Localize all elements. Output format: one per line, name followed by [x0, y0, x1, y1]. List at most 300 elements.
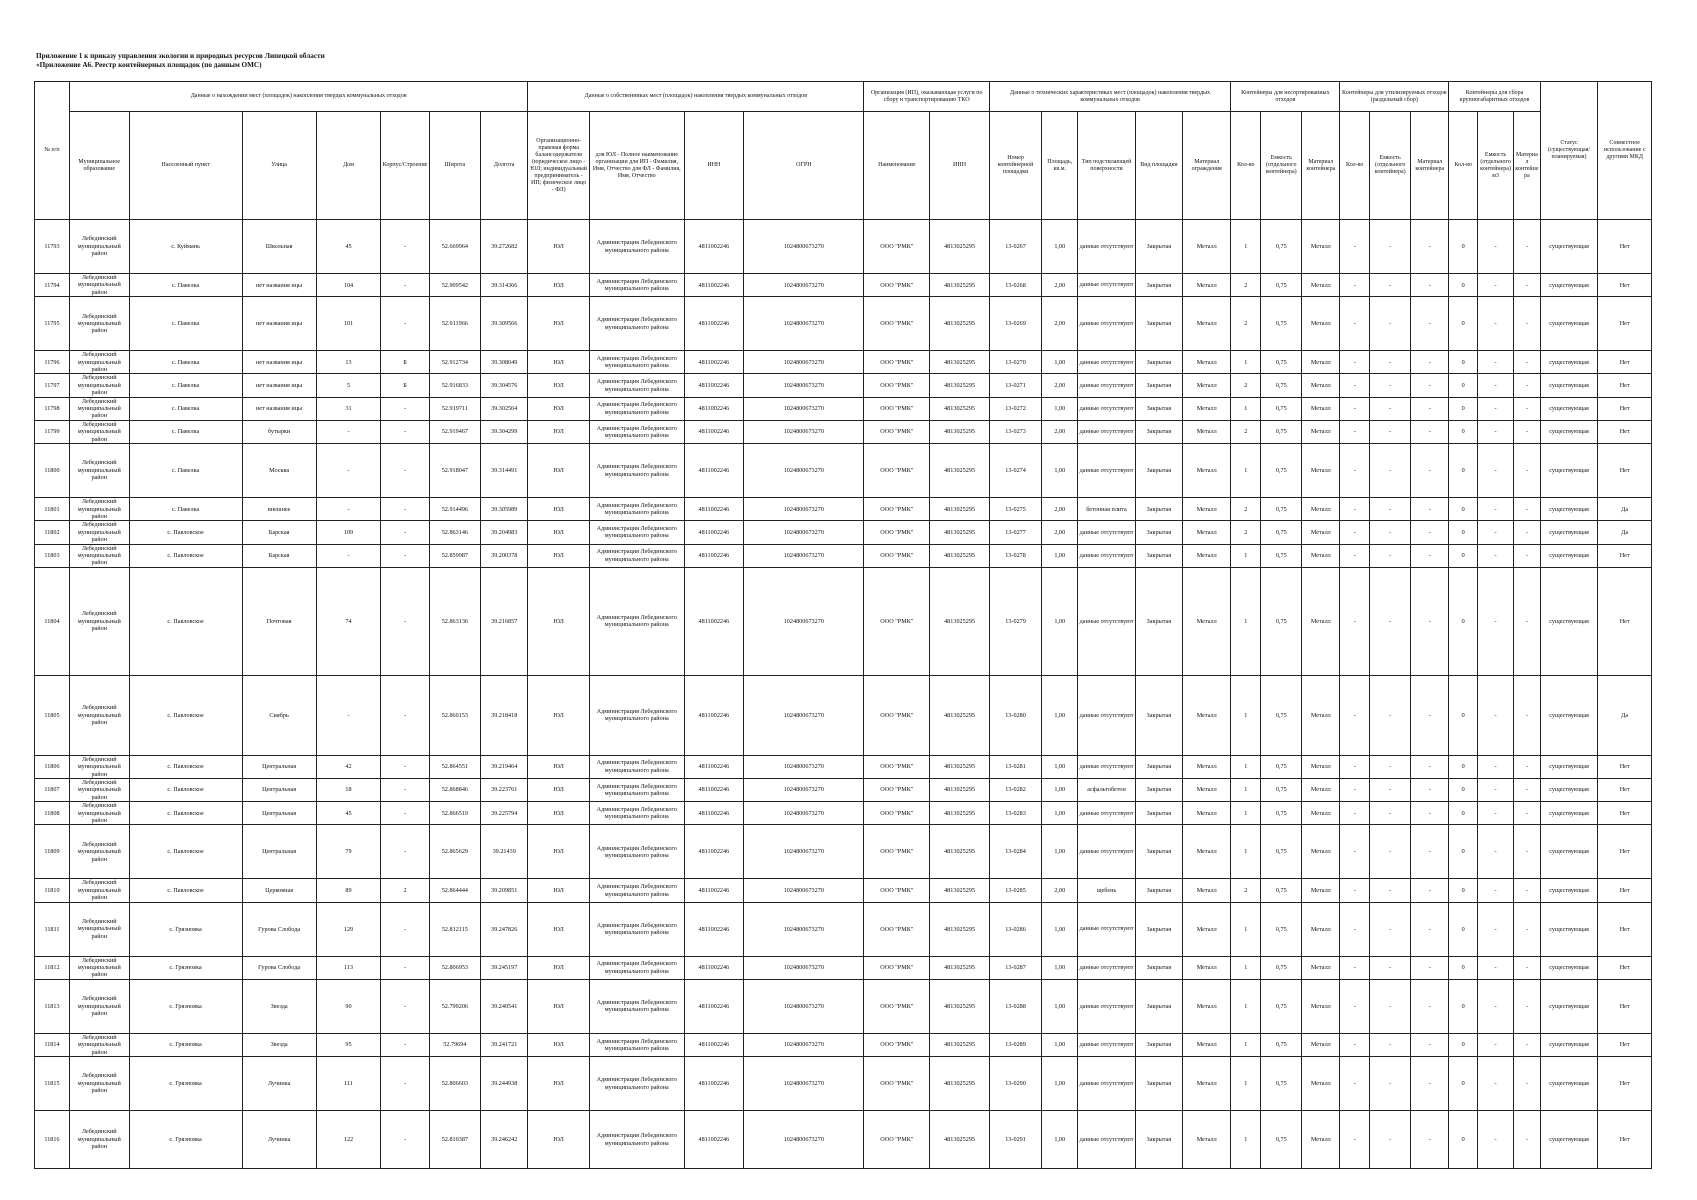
cell-recyclable-material: -: [1411, 351, 1449, 374]
cell-settlement: с. Грязновка: [129, 979, 242, 1033]
cell-house: -: [316, 498, 381, 521]
cell-unsorted-material: Металл: [1302, 374, 1340, 397]
cell-bulky-volume: -: [1478, 297, 1514, 351]
cell-settlement: с. Павловское: [129, 675, 242, 755]
col-unsorted-count: Кол-во: [1231, 112, 1261, 220]
cell-fence-material: Металл: [1183, 1057, 1231, 1111]
cell-bulky-material: -: [1514, 498, 1541, 521]
cell-settlement: с. Грязновка: [129, 1057, 242, 1111]
cell-legal-form: ЮЛ: [528, 444, 590, 498]
cell-row-num: 11812: [35, 956, 70, 979]
cell-fence-material: Металл: [1183, 755, 1231, 778]
table-row: [35, 274, 1652, 297]
cell-unsorted-material: Металл: [1302, 1111, 1340, 1169]
cell-area: 1,00: [1042, 1033, 1078, 1056]
cell-building: Б: [381, 374, 429, 397]
cell-longitude: 39.204983: [481, 521, 528, 544]
cell-municipality: Лебединский муниципальный район: [69, 498, 129, 521]
cell-bulky-count: 0: [1449, 825, 1478, 879]
cell-site-type: Закрытая: [1135, 879, 1182, 902]
cell-unsorted-count: 1: [1231, 351, 1261, 374]
cell-bulky-count: 0: [1449, 420, 1478, 443]
cell-recyclable-count: -: [1340, 297, 1370, 351]
cell-unsorted-material: Металл: [1302, 297, 1340, 351]
cell-legal-form: ЮЛ: [528, 675, 590, 755]
cell-owner-inn: 4811002246: [684, 397, 744, 420]
cell-latitude: 52.909542: [429, 274, 480, 297]
col-ogrn: ОГРН: [744, 112, 864, 220]
table-row: [35, 397, 1652, 420]
cell-owner-name: Администрация Лебединского муниципального района: [590, 521, 685, 544]
cell-surface: щебень: [1078, 879, 1136, 902]
cell-recyclable-count: -: [1340, 1033, 1370, 1056]
cell-recyclable-material: -: [1411, 979, 1449, 1033]
cell-surface: данные отсутствуют: [1078, 802, 1136, 825]
cell-bulky-material: -: [1514, 956, 1541, 979]
cell-row-num: 11810: [35, 879, 70, 902]
cell-legal-form: ЮЛ: [528, 544, 590, 567]
cell-municipality: Лебединский муниципальный район: [69, 1111, 129, 1169]
cell-bulky-material: -: [1514, 1057, 1541, 1111]
cell-operator-name: ООО "РМК": [864, 675, 930, 755]
cell-municipality: Лебединский муниципальный район: [69, 397, 129, 420]
cell-shared-use: Нет: [1598, 956, 1652, 979]
table-row: [35, 220, 1652, 274]
cell-surface: данные отсутствуют: [1078, 544, 1136, 567]
cell-status: существующая: [1540, 802, 1598, 825]
cell-unsorted-count: 1: [1231, 778, 1261, 801]
cell-settlement: с. Павловское: [129, 755, 242, 778]
cell-recyclable-volume: -: [1370, 956, 1411, 979]
col-bulky-volume: Емкость (отдельного контейнера) м3: [1478, 112, 1514, 220]
cell-owner-ogrn: 1024800673270: [744, 675, 864, 755]
cell-row-num: 11799: [35, 420, 70, 443]
cell-owner-name: Администрация Лебединского муниципального района: [590, 755, 685, 778]
cell-operator-name: ООО "РМК": [864, 297, 930, 351]
col-house: Дом: [316, 112, 381, 220]
cell-operator-inn: 4813025295: [930, 675, 990, 755]
cell-recyclable-material: -: [1411, 274, 1449, 297]
cell-owner-ogrn: 1024800673270: [744, 220, 864, 274]
cell-bulky-volume: -: [1478, 397, 1514, 420]
cell-latitude: 52.868846: [429, 778, 480, 801]
cell-surface: данные отсутствуют: [1078, 297, 1136, 351]
cell-owner-inn: 4811002246: [684, 979, 744, 1033]
cell-owner-inn: 4811002246: [684, 498, 744, 521]
cell-row-num: 11808: [35, 802, 70, 825]
cell-legal-form: ЮЛ: [528, 802, 590, 825]
cell-unsorted-volume: 0,75: [1261, 675, 1302, 755]
cell-settlement: с. Грязновка: [129, 1111, 242, 1169]
cell-bulky-material: -: [1514, 220, 1541, 274]
cell-site-type: Закрытая: [1135, 956, 1182, 979]
cell-operator-inn: 4813025295: [930, 374, 990, 397]
cell-operator-inn: 4813025295: [930, 825, 990, 879]
cell-site-number: 13-0277: [989, 521, 1041, 544]
cell-owner-ogrn: 1024800673270: [744, 1057, 864, 1111]
cell-site-type: Закрытая: [1135, 397, 1182, 420]
cell-recyclable-count: -: [1340, 902, 1370, 956]
cell-settlement: с. Павловское: [129, 825, 242, 879]
cell-owner-name: Администрация Лебединского муниципального района: [590, 1057, 685, 1111]
cell-site-type: Закрытая: [1135, 521, 1182, 544]
cell-bulky-volume: -: [1478, 521, 1514, 544]
cell-shared-use: Нет: [1598, 1111, 1652, 1169]
cell-owner-ogrn: 1024800673270: [744, 374, 864, 397]
cell-recyclable-volume: -: [1370, 351, 1411, 374]
cell-shared-use: Нет: [1598, 802, 1652, 825]
document-header: [36, 52, 325, 70]
cell-unsorted-material: Металл: [1302, 444, 1340, 498]
cell-unsorted-volume: 0,75: [1261, 802, 1302, 825]
cell-street: нет названия ицы: [242, 351, 316, 374]
cell-bulky-volume: -: [1478, 755, 1514, 778]
cell-site-type: Закрытая: [1135, 420, 1182, 443]
cell-building: -: [381, 567, 429, 675]
cell-longitude: 39.209851: [481, 879, 528, 902]
cell-fence-material: Металл: [1183, 675, 1231, 755]
table-row: [35, 956, 1652, 979]
cell-area: 1,00: [1042, 675, 1078, 755]
cell-legal-form: ЮЛ: [528, 220, 590, 274]
col-operator-name: Наименование: [864, 112, 930, 220]
cell-latitude: 52.864444: [429, 879, 480, 902]
cell-site-number: 13-0281: [989, 755, 1041, 778]
cell-longitude: 39.246242: [481, 1111, 528, 1169]
cell-fence-material: Металл: [1183, 956, 1231, 979]
cell-status: существующая: [1540, 879, 1598, 902]
cell-unsorted-volume: 0,75: [1261, 521, 1302, 544]
cell-owner-name: Администрация Лебединского муниципального района: [590, 802, 685, 825]
table-row: [35, 567, 1652, 675]
cell-legal-form: ЮЛ: [528, 420, 590, 443]
cell-recyclable-material: -: [1411, 956, 1449, 979]
cell-bulky-count: 0: [1449, 675, 1478, 755]
cell-site-type: Закрытая: [1135, 351, 1182, 374]
cell-site-number: 13-0268: [989, 274, 1041, 297]
cell-longitude: 39.302564: [481, 397, 528, 420]
col-bulky-count: Кол-во: [1449, 112, 1478, 220]
cell-legal-form: ЮЛ: [528, 397, 590, 420]
cell-status: существующая: [1540, 825, 1598, 879]
cell-operator-inn: 4813025295: [930, 544, 990, 567]
cell-longitude: 39.304576: [481, 374, 528, 397]
cell-municipality: Лебединский муниципальный район: [69, 825, 129, 879]
cell-recyclable-volume: -: [1370, 1057, 1411, 1111]
col-fence: Материал ограждения: [1183, 112, 1231, 220]
cell-operator-inn: 4813025295: [930, 755, 990, 778]
cell-legal-form: ЮЛ: [528, 1111, 590, 1169]
cell-recyclable-material: -: [1411, 755, 1449, 778]
group-unsorted: Контейнеры для несортированных отходов: [1231, 82, 1340, 112]
cell-site-number: 13-0269: [989, 297, 1041, 351]
table-row: [35, 1057, 1652, 1111]
cell-row-num: 11813: [35, 979, 70, 1033]
cell-street: внешнее: [242, 498, 316, 521]
cell-latitude: 52.918047: [429, 444, 480, 498]
cell-bulky-count: 0: [1449, 956, 1478, 979]
cell-recyclable-count: -: [1340, 755, 1370, 778]
cell-bulky-count: 0: [1449, 297, 1478, 351]
cell-recyclable-material: -: [1411, 397, 1449, 420]
cell-building: -: [381, 755, 429, 778]
cell-owner-ogrn: 1024800673270: [744, 755, 864, 778]
cell-row-num: 11803: [35, 544, 70, 567]
cell-recyclable-volume: -: [1370, 498, 1411, 521]
cell-bulky-material: -: [1514, 397, 1541, 420]
cell-settlement: с. Грязновка: [129, 1033, 242, 1056]
cell-operator-inn: 4813025295: [930, 902, 990, 956]
cell-municipality: Лебединский муниципальный район: [69, 902, 129, 956]
cell-operator-name: ООО "РМК": [864, 755, 930, 778]
table-row: [35, 825, 1652, 879]
cell-street: Церковная: [242, 879, 316, 902]
cell-unsorted-count: 1: [1231, 544, 1261, 567]
cell-owner-name: Администрация Лебединского муниципального района: [590, 825, 685, 879]
cell-site-number: 13-0286: [989, 902, 1041, 956]
cell-owner-name: Администрация Лебединского муниципального района: [590, 902, 685, 956]
table-row: [35, 1111, 1652, 1169]
cell-area: 1,00: [1042, 220, 1078, 274]
cell-owner-inn: 4811002246: [684, 521, 744, 544]
cell-site-type: Закрытая: [1135, 825, 1182, 879]
cell-street: бутырки: [242, 420, 316, 443]
cell-recyclable-volume: -: [1370, 220, 1411, 274]
cell-surface: данные отсутствуют: [1078, 675, 1136, 755]
cell-status: существующая: [1540, 498, 1598, 521]
cell-latitude: 52.911966: [429, 297, 480, 351]
cell-area: 2,00: [1042, 879, 1078, 902]
cell-bulky-count: 0: [1449, 397, 1478, 420]
cell-operator-name: ООО "РМК": [864, 498, 930, 521]
cell-area: 2,00: [1042, 297, 1078, 351]
cell-recyclable-material: -: [1411, 1057, 1449, 1111]
cell-bulky-material: -: [1514, 778, 1541, 801]
cell-building: -: [381, 1057, 429, 1111]
cell-shared-use: Нет: [1598, 902, 1652, 956]
cell-recyclable-volume: -: [1370, 902, 1411, 956]
cell-owner-inn: 4811002246: [684, 755, 744, 778]
cell-fence-material: Металл: [1183, 979, 1231, 1033]
cell-site-number: 13-0275: [989, 498, 1041, 521]
cell-longitude: 39.245197: [481, 956, 528, 979]
cell-site-type: Закрытая: [1135, 1057, 1182, 1111]
cell-unsorted-volume: 0,75: [1261, 979, 1302, 1033]
cell-area: 1,00: [1042, 444, 1078, 498]
cell-operator-inn: 4813025295: [930, 1111, 990, 1169]
cell-bulky-volume: -: [1478, 374, 1514, 397]
cell-owner-name: Администрация Лебединского муниципального района: [590, 567, 685, 675]
cell-area: 1,00: [1042, 778, 1078, 801]
cell-recyclable-volume: -: [1370, 1111, 1411, 1169]
cell-row-num: 11804: [35, 567, 70, 675]
cell-recyclable-count: -: [1340, 979, 1370, 1033]
cell-site-number: 13-0273: [989, 420, 1041, 443]
cell-municipality: Лебединский муниципальный район: [69, 675, 129, 755]
cell-fence-material: Металл: [1183, 902, 1231, 956]
cell-shared-use: Нет: [1598, 420, 1652, 443]
cell-bulky-count: 0: [1449, 498, 1478, 521]
cell-operator-inn: 4813025295: [930, 567, 990, 675]
cell-area: 1,00: [1042, 351, 1078, 374]
cell-building: -: [381, 675, 429, 755]
cell-owner-inn: 4811002246: [684, 825, 744, 879]
cell-owner-ogrn: 1024800673270: [744, 567, 864, 675]
cell-street: Центральная: [242, 802, 316, 825]
table-row: [35, 1033, 1652, 1056]
cell-unsorted-volume: 0,75: [1261, 220, 1302, 274]
cell-legal-form: ЮЛ: [528, 374, 590, 397]
cell-bulky-material: -: [1514, 802, 1541, 825]
cell-operator-name: ООО "РМК": [864, 879, 930, 902]
col-legal-form: Организационно-правовая форма балансодержателя (юридическое лицо - ЮЛ; индивидуальный предприниматель - ИП; физическое лицо - ФЛ): [528, 112, 590, 220]
cell-recyclable-material: -: [1411, 567, 1449, 675]
cell-unsorted-count: 1: [1231, 220, 1261, 274]
cell-owner-name: Администрация Лебединского муниципального района: [590, 420, 685, 443]
cell-owner-inn: 4811002246: [684, 902, 744, 956]
cell-bulky-volume: -: [1478, 902, 1514, 956]
cell-surface: данные отсутствуют: [1078, 220, 1136, 274]
cell-fence-material: Металл: [1183, 397, 1231, 420]
cell-building: 2: [381, 879, 429, 902]
cell-unsorted-volume: 0,75: [1261, 544, 1302, 567]
col-shared: Совместное использование с другими МКД: [1598, 82, 1652, 220]
cell-surface: данные отсутствуют: [1078, 902, 1136, 956]
cell-house: 13: [316, 351, 381, 374]
cell-building: -: [381, 1033, 429, 1056]
cell-site-type: Закрытая: [1135, 274, 1182, 297]
cell-owner-name: Администрация Лебединского муниципального района: [590, 544, 685, 567]
cell-settlement: с. Павелка: [129, 297, 242, 351]
cell-building: -: [381, 956, 429, 979]
cell-status: существующая: [1540, 274, 1598, 297]
cell-street: Лучинка: [242, 1111, 316, 1169]
cell-unsorted-count: 1: [1231, 755, 1261, 778]
cell-house: -: [316, 544, 381, 567]
cell-latitude: 52.863146: [429, 521, 480, 544]
cell-fence-material: Металл: [1183, 351, 1231, 374]
cell-area: 1,00: [1042, 1111, 1078, 1169]
cell-house: 31: [316, 397, 381, 420]
cell-settlement: с. Павловское: [129, 544, 242, 567]
group-technical: Данные о технических характеристиках мест (площадок) накопления твердых коммунальных отходов: [989, 82, 1231, 112]
cell-shared-use: Нет: [1598, 567, 1652, 675]
cell-fence-material: Металл: [1183, 825, 1231, 879]
cell-house: 74: [316, 567, 381, 675]
cell-area: 1,00: [1042, 902, 1078, 956]
cell-longitude: 39.200378: [481, 544, 528, 567]
cell-house: -: [316, 444, 381, 498]
cell-shared-use: Нет: [1598, 1057, 1652, 1111]
cell-status: существующая: [1540, 956, 1598, 979]
cell-unsorted-count: 1: [1231, 675, 1261, 755]
cell-status: существующая: [1540, 397, 1598, 420]
table-row: [35, 297, 1652, 351]
cell-bulky-material: -: [1514, 979, 1541, 1033]
cell-municipality: Лебединский муниципальный район: [69, 979, 129, 1033]
group-operator: Организация (ИП), оказывающая услуги по сбору и транспортированию ТКО: [864, 82, 989, 112]
cell-owner-ogrn: 1024800673270: [744, 778, 864, 801]
group-recyclable: Контейнеры для утилизируемых отходов (раздельный сбор): [1340, 82, 1449, 112]
cell-settlement: с. Павелка: [129, 420, 242, 443]
cell-operator-name: ООО "РМК": [864, 778, 930, 801]
cell-house: 104: [316, 274, 381, 297]
cell-recyclable-volume: -: [1370, 521, 1411, 544]
cell-settlement: с. Куймань: [129, 220, 242, 274]
cell-unsorted-volume: 0,75: [1261, 444, 1302, 498]
cell-building: -: [381, 544, 429, 567]
cell-row-num: 11794: [35, 274, 70, 297]
group-owners: Данные о собственниках мест (площадок) накопления твердых коммунальных отходов: [528, 82, 864, 112]
cell-row-num: 11806: [35, 755, 70, 778]
cell-recyclable-volume: -: [1370, 420, 1411, 443]
cell-building: -: [381, 778, 429, 801]
cell-municipality: Лебединский муниципальный район: [69, 567, 129, 675]
cell-house: 90: [316, 979, 381, 1033]
cell-unsorted-volume: 0,75: [1261, 274, 1302, 297]
cell-longitude: 39.225794: [481, 802, 528, 825]
cell-owner-inn: 4811002246: [684, 1033, 744, 1056]
cell-operator-inn: 4813025295: [930, 420, 990, 443]
cell-unsorted-volume: 0,75: [1261, 1057, 1302, 1111]
col-area: Площадь, кв.м.: [1042, 112, 1078, 220]
cell-owner-inn: 4811002246: [684, 374, 744, 397]
cell-building: -: [381, 902, 429, 956]
cell-fence-material: Металл: [1183, 220, 1231, 274]
cell-street: Почтовая: [242, 567, 316, 675]
cell-bulky-volume: -: [1478, 879, 1514, 902]
cell-operator-inn: 4813025295: [930, 297, 990, 351]
cell-latitude: 52.912734: [429, 351, 480, 374]
cell-recyclable-material: -: [1411, 374, 1449, 397]
cell-recyclable-material: -: [1411, 220, 1449, 274]
cell-municipality: Лебединский муниципальный район: [69, 521, 129, 544]
cell-bulky-material: -: [1514, 1033, 1541, 1056]
cell-area: 2,00: [1042, 521, 1078, 544]
cell-recyclable-material: -: [1411, 778, 1449, 801]
cell-building: -: [381, 297, 429, 351]
cell-surface: данные отсутствуют: [1078, 1033, 1136, 1056]
cell-unsorted-material: Металл: [1302, 675, 1340, 755]
cell-recyclable-volume: -: [1370, 825, 1411, 879]
cell-owner-name: Администрация Лебединского муниципального района: [590, 220, 685, 274]
cell-longitude: 39.308049: [481, 351, 528, 374]
col-bulky-material: Материал контейнера: [1514, 112, 1541, 220]
cell-shared-use: Нет: [1598, 274, 1652, 297]
cell-owner-name: Администрация Лебединского муниципального района: [590, 956, 685, 979]
cell-owner-ogrn: 1024800673270: [744, 802, 864, 825]
cell-recyclable-material: -: [1411, 498, 1449, 521]
cell-bulky-material: -: [1514, 544, 1541, 567]
cell-site-number: 13-0290: [989, 1057, 1041, 1111]
cell-shared-use: Нет: [1598, 397, 1652, 420]
col-inn: ИНН: [684, 112, 744, 220]
cell-row-num: 11793: [35, 220, 70, 274]
cell-recyclable-material: -: [1411, 902, 1449, 956]
cell-street: нет названия ицы: [242, 274, 316, 297]
cell-site-type: Закрытая: [1135, 567, 1182, 675]
cell-unsorted-material: Металл: [1302, 755, 1340, 778]
cell-unsorted-count: 2: [1231, 879, 1261, 902]
cell-shared-use: Нет: [1598, 297, 1652, 351]
cell-surface: данные отсутствуют: [1078, 397, 1136, 420]
cell-operator-inn: 4813025295: [930, 220, 990, 274]
cell-recyclable-volume: -: [1370, 755, 1411, 778]
group-bulky: Контейнеры для сбора крупногабаритных отходов: [1449, 82, 1540, 112]
cell-recyclable-volume: -: [1370, 567, 1411, 675]
cell-operator-name: ООО "РМК": [864, 274, 930, 297]
cell-shared-use: Нет: [1598, 879, 1652, 902]
